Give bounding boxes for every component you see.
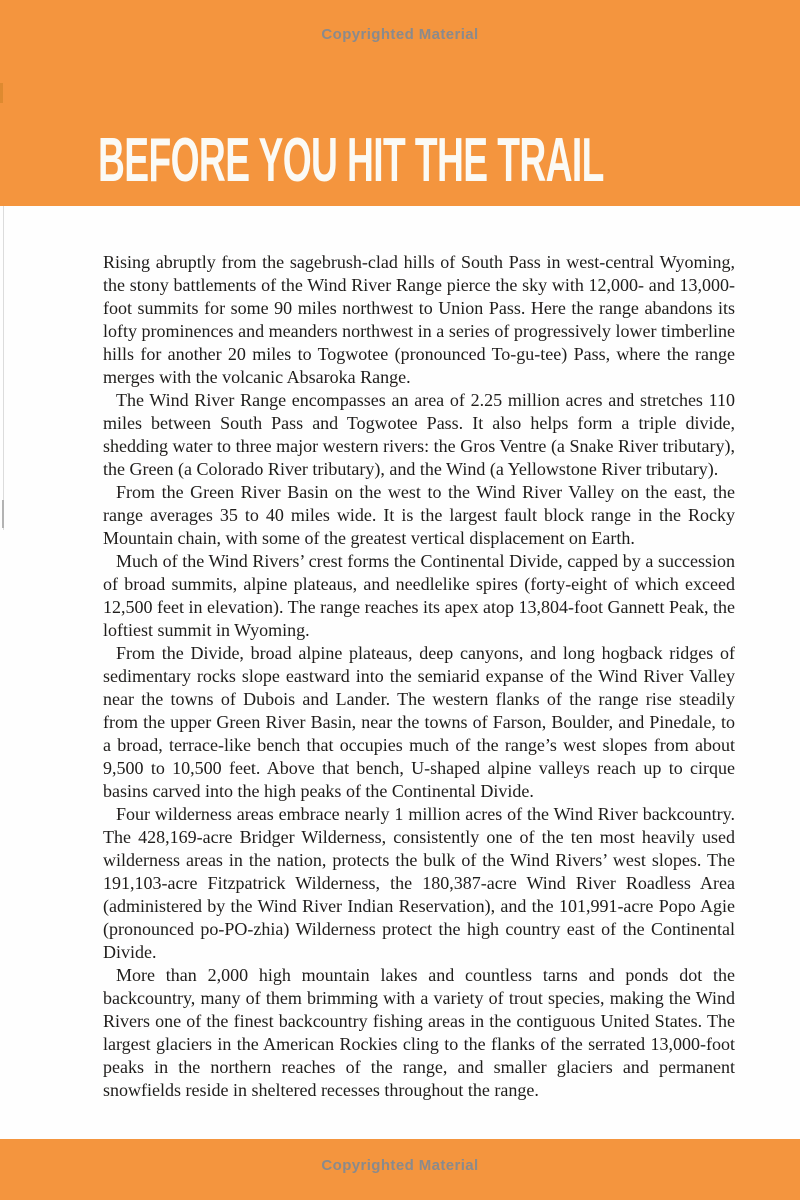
scan-edge-artifact-orange [0, 83, 3, 103]
paragraph: From the Green River Basin on the west to the Wind River Valley on the east, the range averages 35 to 40 miles wide. It is the largest fault block range in the Rocky Mountain chain, with some of the greatest vertical displacement on Earth. [103, 482, 735, 548]
chapter-title: BEFORE YOU HIT THE TRAIL [98, 126, 604, 195]
paragraph: From the Divide, broad alpine plateaus, deep canyons, and long hogback ridges of sedimentary rocks slope eastward into the semiarid expanse of the Wind River Valley near the towns of Dubois and Lander. The western flanks of the range rise steadily from the upper Green River Basin, near the towns of Farson, Boulder, and Pinedale, to a broad, terrace-like bench that occupies much of the range’s west slopes from about 9,500 to 10,500 feet. Above that bench, U-shaped alpine valleys reach up to cirque basins carved into the high peaks of the Continental Divide. [103, 643, 735, 801]
bottom-orange-banner [0, 1139, 800, 1200]
scan-edge-mark [2, 500, 4, 528]
paragraph: Four wilderness areas embrace nearly 1 million acres of the Wind River backcountry. The 428,169-acre Bridger Wilderness, consistently one of the ten most heavily used wilderness areas in the nation, protects the bulk of the Wind Rivers’ west slopes. The 191,103-acre Fitzpatrick Wilderness, the 180,387-acre Wind River Roadless Area (administered by the Wind River Indian Reservation), and the 101,991-acre Popo Agie (pronounced po-PO-zhia) Wilderness protect the high country east of the Continental Divide. [103, 804, 735, 962]
top-orange-banner [0, 0, 800, 206]
paragraph: The Wind River Range encompasses an area of 2.25 million acres and stretches 110 miles between South Pass and Togwotee Pass. It also helps form a triple divide, shedding water to three major western rivers: the Gros Ventre (a Snake River tributary), the Green (a Colorado River tributary), and the Wind (a Yellowstone River tributary). [103, 390, 735, 479]
copyright-notice-top: Copyrighted Material [321, 26, 479, 43]
paragraph: Rising abruptly from the sagebrush-clad hills of South Pass in west-central Wyoming, the stony battlements of the Wind River Range pierce the sky with 12,000- and 13,000-foot summits for some 90 miles northwest to Union Pass. Here the range abandons its lofty prominences and meanders northwest in a series of progressively lower timberline hills for another 20 miles to Togwotee (pronounced To-gu-tee) Pass, where the range merges with the volcanic Absaroka Range. [103, 252, 735, 387]
body-text [103, 251, 735, 1102]
scan-edge-line [3, 206, 4, 530]
paragraph: More than 2,000 high mountain lakes and countless tarns and ponds dot the backcountry, many of them brimming with a variety of trout species, making the Wind Rivers one of the finest backcountry fishing areas in the contiguous United States. The largest glaciers in the American Rockies cling to the flanks of the serrated 13,000-foot peaks in the northern reaches of the range, and smaller glaciers and permanent snowfields reside in sheltered recesses throughout the range. [103, 965, 735, 1100]
paragraph: Much of the Wind Rivers’ crest forms the Continental Divide, capped by a succession of broad summits, alpine plateaus, and needlelike spires (forty-eight of which exceed 12,500 feet in elevation). The range reaches its apex atop 13,804-foot Gannett Peak, the loftiest summit in Wyoming. [103, 551, 735, 640]
copyright-notice-bottom: Copyrighted Material [321, 1157, 479, 1174]
